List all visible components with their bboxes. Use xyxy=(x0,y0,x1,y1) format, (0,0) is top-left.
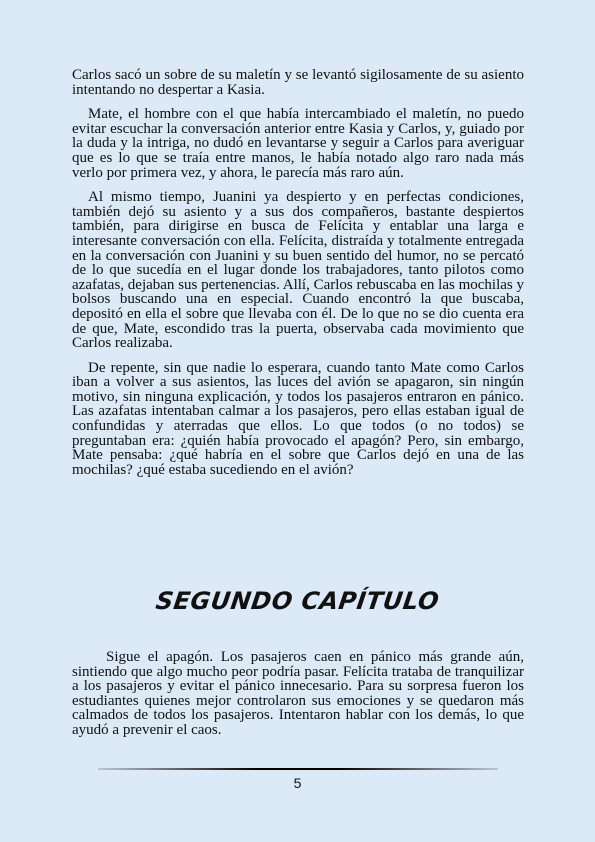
paragraph-4: De repente, sin que nadie lo esperara, cuando tanto Mate como Carlos iban a volver a sus asientos, las luces del avión se apagaron, sin ningún motivo, sin ninguna explicación, y todos los pasajeros entraron en pánico. Las azafatas intentaban calmar a los pasajeros, pero ellas estaban igual de confundidas y aterradas que ellos. Lo que todos (o no todos) se preguntaban era: ¿quién había provocado el apagón? Pero, sin embargo, Mate pensaba: ¿qué habría en el sobre que Carlos dejó en una de las mochilas? ¿qué estaba sucediendo en el avión? xyxy=(72,359,524,478)
chapter-two-text xyxy=(72,650,524,748)
paragraph-2: Mate, el hombre con el que había intercambiado el maletín, no puedo evitar escuchar la conversación anterior entre Kasia y Carlos, y, guiado por la duda y la intriga, no dudó en levantarse y seguir a Carlos para averiguar que es lo que se traía entre manos, le había notado algo raro nada más verlo por primera vez, y ahora, le parecía más raro aún. xyxy=(72,106,524,181)
page-number: 5 xyxy=(293,775,302,791)
paragraph-1: Carlos sacó un sobre de su maletín y se levantó sigilosamente de su asiento intentando no despertar a Kasia. xyxy=(72,67,524,98)
paragraph-3: Al mismo tiempo, Juanini ya despierto y en perfectas condiciones, también dejó su asiento y a sus dos compañeros, bastante despiertos también, para dirigirse en busca de Felícita y entablar una larga e interesante conversación con ella. Felícita, distraída y totalmente entregada en la conversación con Juanini y su buen sentido del humor, no se percató de lo que sucedía en el lugar donde los trabajadores, tanto pilotos como azafatas, dejaban sus pertenencias. Allí, Carlos rebuscaba en las mochilas y bolsos buscando una en especial. Cuando encontró la que buscaba, depositó en ella el sobre que llevaba con él. De lo que no se dio cuenta era de que, Mate, escondido tras la puerta, observaba cada movimiento que Carlos realizaba. xyxy=(72,189,524,352)
chapter-one-text xyxy=(72,68,524,487)
chapter-two-paragraph: Sigue el apagón. Los pasajeros caen en pánico más grande aún, sintiendo que algo mucho peor podría pasar. Felícita trataba de tranquilizar a los pasajeros y evitar el pánico innecesario. Para su sorpresa fueron los estudiantes quienes mejor controlaron sus emociones y se quedaron más calmados de todos los pasajeros. Intentaron hablar con los demás, lo que ayudó a prevenir el caos. xyxy=(72,649,524,738)
chapter-title: SEGUNDO CAPÍTULO xyxy=(154,587,441,615)
footer-divider xyxy=(98,768,498,770)
